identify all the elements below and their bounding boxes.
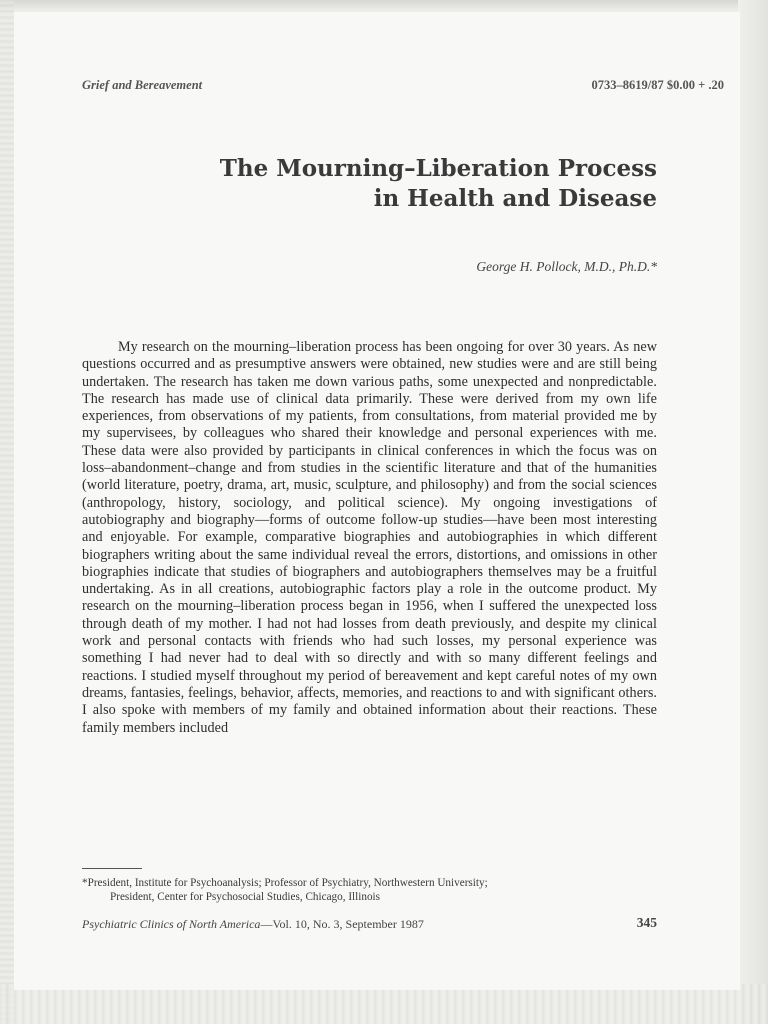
page-number: 345 <box>636 915 657 930</box>
author-byline: George H. Pollock, M.D., Ph.D.* <box>476 259 657 274</box>
footnote-rule <box>82 868 142 869</box>
scan-edge-bottom <box>0 984 768 1024</box>
footer-volume: —Vol. 10, No. 3, September 1987 <box>260 917 424 931</box>
scan-edge-top <box>0 0 768 12</box>
issn-price: 0733–8619/87 $0.00 + .20 <box>591 78 724 92</box>
footer-journal: Psychiatric Clinics of North America <box>82 917 261 931</box>
footnote <box>82 876 657 904</box>
footnote-line-1: *President, Institute for Psychoanalysis; Professor of Psychiatry, Northwestern University; <box>82 877 488 889</box>
journal-section: Grief and Bereavement <box>82 78 203 92</box>
scan-edge-left <box>0 0 14 1024</box>
footnote-line-2: President, Center for Psychosocial Studies, Chicago, Illinois <box>110 891 381 903</box>
body-paragraph: My research on the mourning–liberation process has been ongoing for over 30 years. As new questions occurred and as presumptive answers were obtained, new studies were and are still being undertaken. The research has taken me down various paths, some unexpected and nonpredictable. The research has made use of clinical data primarily. These were derived from my own life experiences, from observations of my patients, from consultations, from material provided me by my supervisees, by colleagues who shared their knowledge and personal experiences with me. These data were also provided by participants in clinical conferences in which the focus was on loss–abandonment–change and from studies in the scientific literature and that of the humanities (world literature, poetry, drama, art, music, sculpture, and philosophy) and from the social sciences (anthropology, history, sociology, and political science). My ongoing investigations of autobiography and biography—forms of outcome follow-up studies—have been most interesting and enjoyable. For example, comparative biographies and autobiographies in which different biographers writing about the same individual reveal the errors, distortions, and omissions in other biographies indicate that studies of biographers and autobiographers themselves may be a fruitful undertaking. As in all creations, autobiographic factors play a role in the outcome product. My research on the mourning–liberation process began in 1956, when I suffered the unexpected loss through death of my mother. I had not had losses from death previously, and despite my clinical work and personal contacts with friends who had such losses, my personal experience was something I had never had to deal with so directly and with so many different feelings and reactions. I studied myself throughout my period of bereavement and kept careful notes of my own dreams, fantasies, feelings, behavior, affects, memories, and reactions to and with significant others. I also spoke with members of my family and obtained information about their reactions. These family members included <box>82 339 657 736</box>
scan-edge-right <box>738 0 768 1024</box>
paper-sheet <box>14 12 740 990</box>
footer-citation <box>82 917 424 932</box>
title-line-1: The Mourning–Liberation Process <box>219 155 657 182</box>
article-title <box>82 154 657 214</box>
title-line-2: in Health and Disease <box>373 185 657 212</box>
